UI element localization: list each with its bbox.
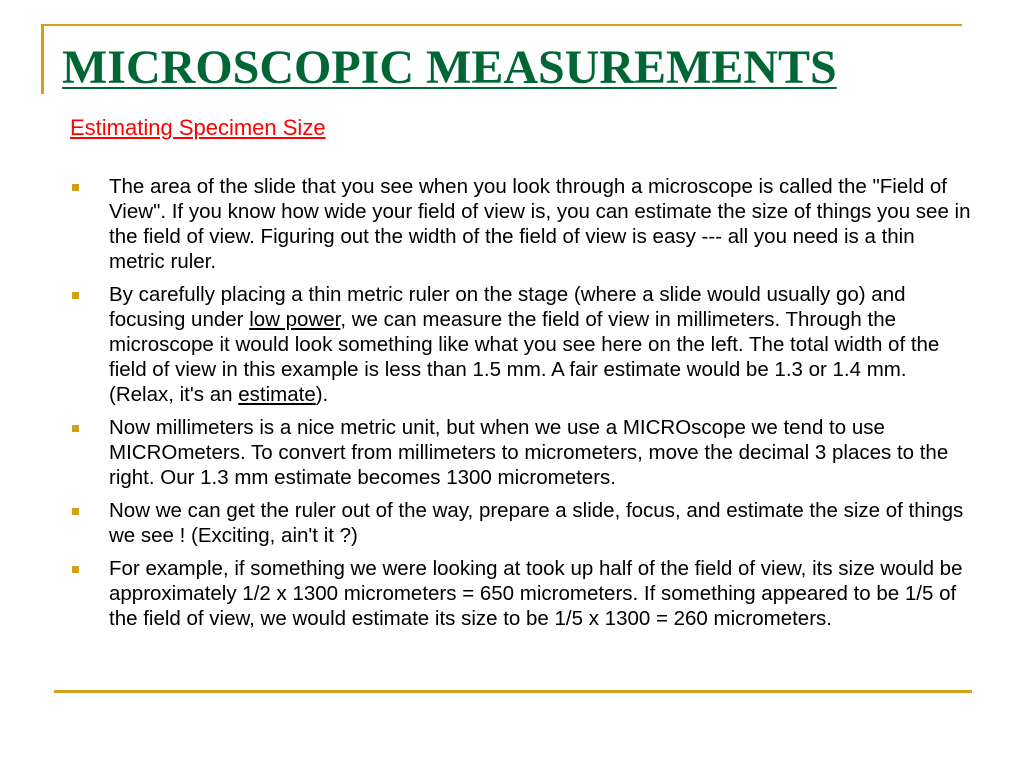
low-power-link[interactable]: low power [249,308,341,331]
bullet-item-3 [72,415,972,490]
bullet-text-4: Now we can get the ruler out of the way, prepare a slide, focus, and estimate the size of things we see ! (Exciting, ain't it ?) [109,499,964,547]
slide-subtitle: Estimating Specimen Size [70,115,326,140]
square-bullet-icon [72,292,79,299]
bullet-item-2 [72,282,972,407]
slide-title: MICROSCOPIC MEASUREMENTS [62,41,837,94]
estimate-link[interactable]: estimate [238,383,316,406]
bullet-text-2-middle: , we can measure the field of view in millimeters. Through the microscope it would look something like what you see here on the left. The total width of the field of view in this example is less than 1.5 mm. A fair estimate would be 1.3 or 1.4 mm. [109,308,940,381]
bullet-item-4 [72,498,972,548]
relax-text-after: ). [315,383,329,406]
bullet-text-2-before: By carefully placing a thin metric ruler on the stage (where a slide would usually go) and focusing under [109,283,906,331]
square-bullet-icon [72,184,79,191]
bullet-text-1: The area of the slide that you see when you look through a microscope is called the "Field of View". If you know how wide your field of view is, you can estimate the size of things you see in the field of view. Figuring out the width of the field of view is easy --- all you need is a thin metric ruler. [109,175,971,273]
square-bullet-icon [72,425,79,432]
frame-bottom-rule [54,690,972,693]
frame-left-rule [41,24,44,94]
bullet-text-5: For example, if something we were looking at took up half of the field of view, its size would be approximately 1/2 x 1300 micrometers = 650 micrometers. If something appeared to be 1/5 of the field of view, we would estimate its size to be 1/5 x 1300 = 260 micrometers. [109,557,963,630]
bullet-item-1 [72,174,972,274]
frame-top-rule [41,24,962,26]
relax-text-before: (Relax, it's an [109,383,239,406]
square-bullet-icon [72,566,79,573]
bullet-list [72,174,972,639]
bullet-text-3: Now millimeters is a nice metric unit, but when we use a MICROscope we tend to use MICROmeters. To convert from millimeters to micrometers, move the decimal 3 places to the right. Our 1.3 mm estimate becomes 1300 micrometers. [109,416,949,489]
bullet-item-5 [72,556,972,631]
square-bullet-icon [72,508,79,515]
